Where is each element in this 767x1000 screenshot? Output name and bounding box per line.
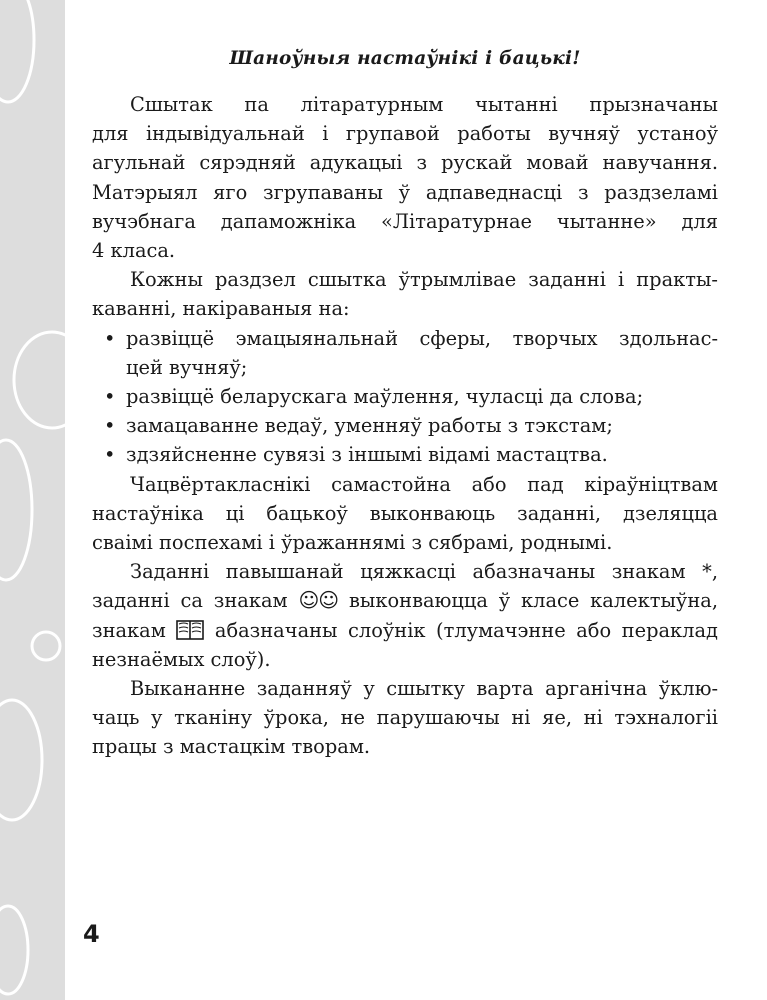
text-line: 4 класа. [92,239,176,263]
body-text [92,90,718,762]
bullet-item [92,324,718,353]
page-number: 4 [83,920,100,948]
bullet-dot-icon: • [104,414,116,438]
text-line: Сшытак па літаратурным чытанні прызначаны [130,93,718,116]
bullet-item [92,382,718,411]
bullet-text: развіццё беларускага маўлення, чуласці да слова; [126,385,644,409]
bullet-item-continuation: цей вучняў; [126,355,248,379]
text-line: настаўніка ці бацькоў выконваюць заданні, дзеляцца [92,501,718,525]
text-line: незнаёмых слоў). [92,647,271,671]
text-line: сваімі поспехамі і ўражаннямі з сябрамі, роднымі. [92,531,613,555]
smiley-face-icon: ☺☺ [298,588,339,613]
decorative-circles [0,0,65,1000]
bullet-dot-icon: • [104,385,116,409]
decorative-circle [32,632,60,660]
text-line: чаць у тканіну ўрока, не парушаючы ні яе, ні тэхналогіі [92,706,718,730]
bullet-item [92,440,718,469]
text-fragment: заданні са знакам [92,589,288,613]
decorative-circle [0,700,42,820]
text-line: Чацвёртакласнікі самастойна або пад кіраўніцтвам [130,472,718,496]
page-heading: Шаноўныя настаўнікі і бацькі! [229,48,581,69]
text-line: Кожны раздзел сшытка ўтрымлівае заданні і практы- [130,268,718,292]
text-line: працы з мастацкім творам. [92,735,371,759]
decorative-circle [0,440,32,580]
decorative-circle [0,0,34,102]
text-line: вучэбнага дапаможніка «Літаратурнае чытанне» для [92,209,718,233]
decorative-circle [14,332,65,428]
text-line-with-smileys [92,586,718,615]
bullet-text: замацаванне ведаў, уменняў работы з тэкстам; [126,414,613,438]
text-fragment: абазначаны слоўнік (тлумачэнне або пераклад [214,618,718,642]
text-line: Матэрыял яго згрупаваны ў адпаведнасці з раздзеламі [92,180,718,204]
decorative-circle [0,906,28,994]
bullet-dot-icon: • [104,326,116,350]
bullet-text: развіццё эмацыянальнай сферы, творчых здольнас- [126,326,718,350]
text-line: агульнай сярэдняй адукацыі з рускай мовай навучання. [92,151,718,175]
text-line: для індывідуальнай і групавой работы вучняў устаноў [92,122,718,146]
text-line-with-book [92,616,718,645]
bullet-dot-icon: • [104,443,116,467]
text-line: Заданні павышанай цяжкасці абазначаны знакам *, [130,560,718,584]
text-fragment: выконваюцца ў класе калектыўна, [349,589,718,613]
text-fragment: знакам [92,618,166,642]
text-line: Выкананне заданняў у сшытку варта арганічна ўклю- [130,677,718,701]
bullet-text: здзяйсненне сувязі з іншымі відамі мастацтва. [126,443,608,467]
bullet-item [92,411,718,440]
open-book-icon [176,619,204,641]
decorative-side-strip [0,0,65,1000]
text-line: каванні, накіраваныя на: [92,297,350,321]
